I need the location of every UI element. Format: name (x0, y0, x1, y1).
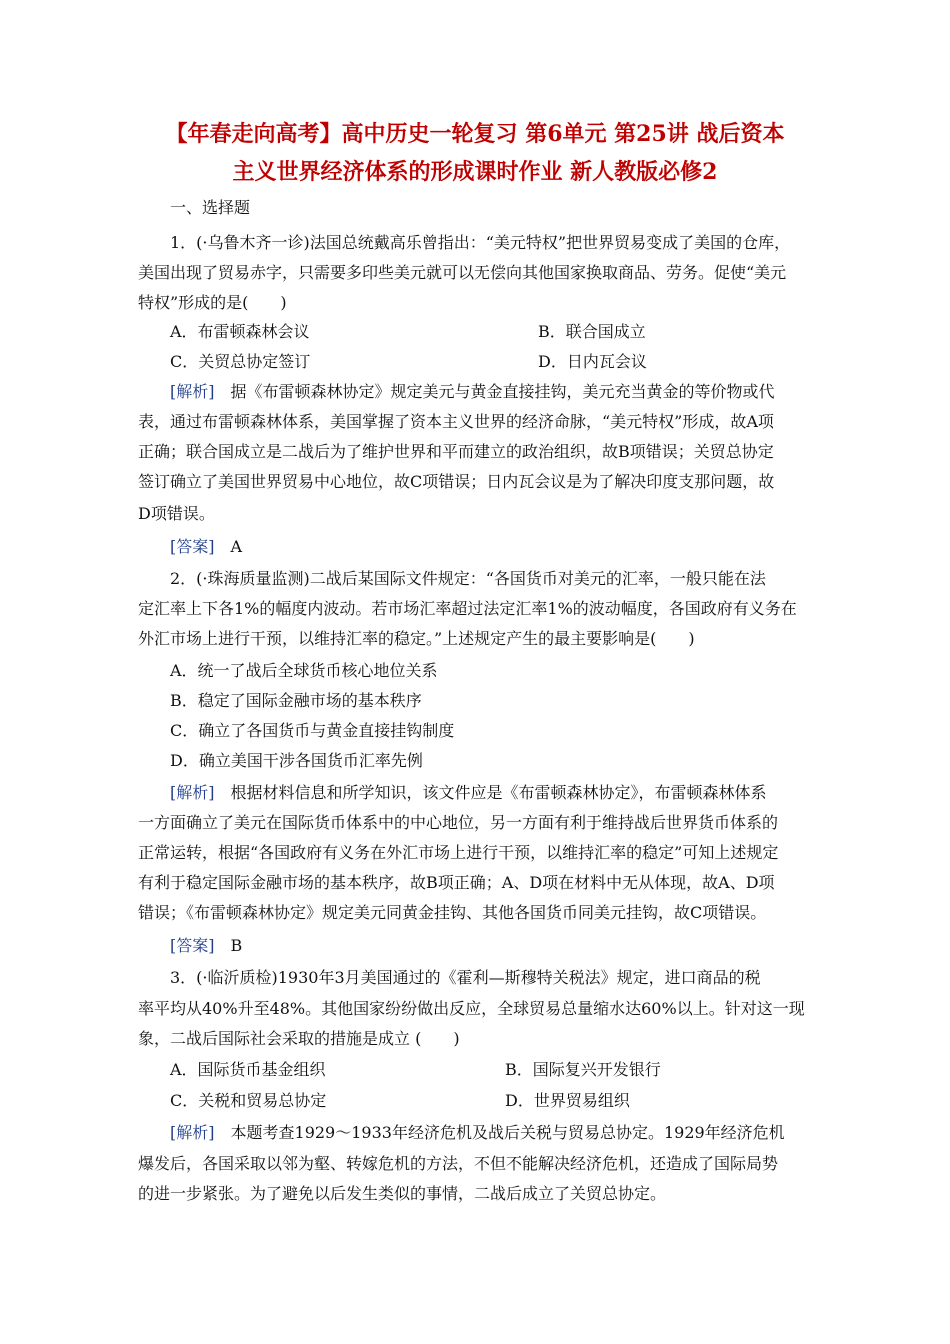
q2-analysis-line-4: 有利于稳定国际金融市场的基本秩序，故B项正确；A、D项在材料中无从体现，故A、D项 (138, 873, 775, 892)
q1-option-a: A．布雷顿森林会议 (170, 322, 310, 341)
q3-option-b: B．国际复兴开发银行 (505, 1060, 661, 1079)
q3-stem-line-1: 3．(·临沂质检)1930年3月美国通过的《霍利—斯穆特关税法》规定，进口商品的税 (170, 968, 761, 987)
q2-option-a: A．统一了战后全球货币核心地位关系 (170, 661, 438, 680)
q1-analysis-line-1 (170, 382, 850, 402)
q1-answer: A (230, 537, 243, 556)
q3-analysis-line-1 (170, 1123, 850, 1143)
q3-stem-line-2: 率平均从40%升至48%。其他国家纷纷做出反应，全球贸易总量缩水达60%以上。针对这一现 (138, 999, 805, 1018)
q3-analysis-tag: [解析] (170, 1123, 215, 1142)
q2-analysis-line-1 (170, 783, 850, 803)
q2-stem-line-1: 2．(·珠海质量监测)二战后某国际文件规定：“各国货币对美元的汇率，一般只能在法 (170, 569, 766, 588)
q2-option-b: B．稳定了国际金融市场的基本秩序 (170, 691, 422, 710)
q1-stem-line-2: 美国出现了贸易赤字，只需要多印些美元就可以无偿向其他国家换取商品、劳务。促使“美元 (138, 263, 787, 282)
q2-stem-line-3: 外汇市场上进行干预，以维持汇率的稳定。”上述规定产生的最主要影响是( ) (138, 629, 695, 648)
q1-analysis-line-2: 表，通过布雷顿森林体系，美国掌握了资本主义世界的经济命脉，“美元特权”形成，故A项 (138, 412, 774, 431)
q3-stem-line-3: 象，二战后国际社会采取的措施是成立 ( ) (138, 1029, 460, 1048)
q2-option-c: C．确立了各国货币与黄金直接挂钩制度 (170, 721, 455, 740)
q2-analysis-text: 根据材料信息和所学知识，该文件应是《布雷顿森林协定》，布雷顿森林体系 (230, 783, 767, 802)
q2-analysis-line-3: 正常运转，根据“各国政府有义务在外汇市场上进行干预，以维持汇率的稳定”可知上述规定 (138, 843, 779, 862)
q1-analysis-line-5: D项错误。 (138, 504, 215, 523)
q2-analysis-line-5: 错误；《布雷顿森林协定》规定美元同黄金挂钩、其他各国货币同美元挂钩，故C项错误。 (138, 903, 767, 922)
q2-answer-tag: [答案] (170, 936, 215, 955)
q1-answer-tag: [答案] (170, 537, 215, 556)
document-title-line-2: 主义世界经济体系的形成课时作业 新人教版必修2 (232, 159, 718, 185)
q2-analysis-line-2: 一方面确立了美元在国际货币体系中的中心地位，另一方面有利于维持战后世界货币体系的 (138, 813, 779, 832)
q1-analysis-tag: [解析] (170, 382, 215, 401)
q3-analysis-text: 本题考查1929～1933年经济危机及战后关税与贸易总协定。1929年经济危机 (230, 1123, 785, 1142)
section-heading: 一、选择题 (170, 198, 251, 217)
q3-option-c: C．关税和贸易总协定 (170, 1091, 327, 1110)
q1-analysis-text: 据《布雷顿森林协定》规定美元与黄金直接挂钩，美元充当黄金的等价物或代 (230, 382, 775, 401)
q1-option-c: C．关贸总协定签订 (170, 352, 311, 371)
document-title-line-1: 【年春走向高考】高中历史一轮复习 第6单元 第25讲 战后资本 (165, 121, 785, 147)
q2-answer: B (230, 936, 243, 955)
q1-stem-line-1: 1．(·乌鲁木齐一诊)法国总统戴高乐曾指出：“美元特权”把世界贸易变成了美国的仓库， (170, 233, 791, 252)
q1-stem-line-3: 特权”形成的是( ) (138, 293, 287, 312)
q3-analysis-line-2: 爆发后，各国采取以邻为壑、转嫁危机的方法，不但不能解决经济危机，还造成了国际局势 (138, 1154, 779, 1173)
q1-option-b: B．联合国成立 (538, 322, 646, 341)
q3-analysis-line-3: 的进一步紧张。为了避免以后发生类似的事情，二战后成立了关贸总协定。 (138, 1184, 667, 1203)
q1-answer-line (170, 537, 850, 557)
q2-stem-line-2: 定汇率上下各1%的幅度内波动。若市场汇率超过法定汇率1%的波动幅度，各国政府有义务在 (138, 599, 797, 618)
q3-option-d: D．世界贸易组织 (505, 1091, 630, 1110)
q2-answer-line (170, 936, 850, 956)
q1-analysis-line-3: 正确；联合国成立是二战后为了维护世界和平而建立的政治组织，故B项错误；关贸总协定 (138, 442, 774, 461)
q3-option-a: A．国际货币基金组织 (170, 1060, 326, 1079)
q1-analysis-line-4: 签订确立了美国世界贸易中心地位，故C项错误；日内瓦会议是为了解决印度支那问题，故 (138, 472, 775, 491)
q2-analysis-tag: [解析] (170, 783, 215, 802)
q2-option-d: D．确立美国干涉各国货币汇率先例 (170, 751, 423, 770)
q1-option-d: D．日内瓦会议 (538, 352, 647, 371)
